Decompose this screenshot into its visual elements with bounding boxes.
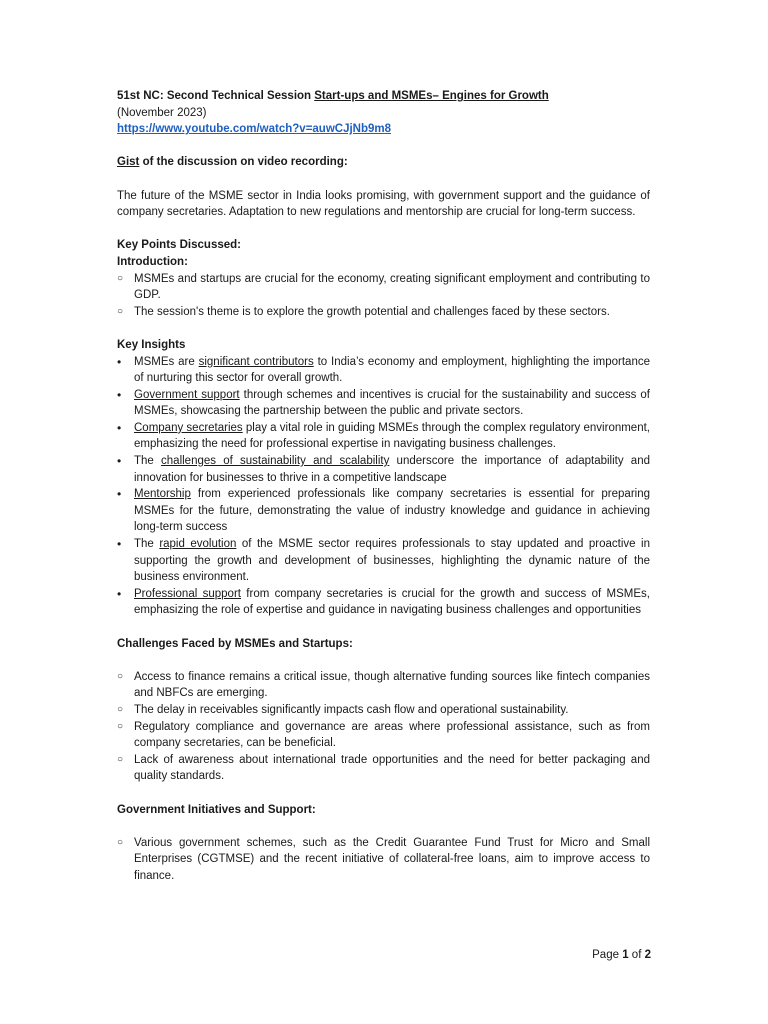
- list-item: ○ MSMEs and startups are crucial for the economy, creating significant employment and contributing to GDP.: [117, 272, 650, 302]
- document-page: [117, 88, 650, 885]
- title-underlined: Start-ups and MSMEs– Engines for Growth: [314, 90, 549, 102]
- gist-rest: of the discussion on video recording:: [139, 156, 348, 169]
- challenges-list: [117, 669, 650, 785]
- session-title: [117, 88, 650, 105]
- circle-bullet-icon: ○: [117, 753, 124, 765]
- title-prefix: 51st NC: Second Technical Session: [117, 90, 315, 102]
- list-item: • Professional support from company secretaries is crucial for the growth and success of MSMEs, emphasizing the role of expertise and guidance in navigating business challenges and opportunities: [117, 586, 650, 617]
- list-item: ○ Regulatory compliance and governance are areas where professional assistance, such as from company secretaries, can be beneficial.: [117, 720, 650, 750]
- government-list: [117, 835, 650, 885]
- list-item: ○ The delay in receivables significantly impacts cash flow and operational sustainability.: [117, 702, 650, 719]
- circle-bullet-icon: ○: [117, 703, 124, 715]
- bullet-icon: •: [117, 387, 122, 402]
- introduction-list: [117, 271, 650, 321]
- gist-paragraph: The future of the MSME sector in India looks promising, with government support and the guidance of company secretaries. Adaptation to new regulations and mentorship are crucial for long-term success.: [117, 189, 650, 219]
- bullet-icon: •: [117, 487, 122, 502]
- circle-bullet-icon: ○: [117, 836, 124, 848]
- gist-word: Gist: [117, 156, 140, 169]
- bullet-icon: •: [117, 586, 122, 601]
- government-heading: Government Initiatives and Support:: [117, 803, 316, 816]
- circle-bullet-icon: ○: [117, 720, 124, 732]
- bullet-icon: •: [117, 454, 122, 469]
- bullet-icon: •: [117, 537, 122, 552]
- bullet-icon: •: [117, 354, 122, 369]
- list-item: • Mentorship from experienced professionals like company secretaries is essential for preparing MSMEs for the future, demonstrating the value of industry knowledge and guidance in achieving long-term success: [117, 487, 650, 534]
- list-item: ○ The session's theme is to explore the growth potential and challenges faced by these sectors.: [117, 304, 650, 321]
- list-item: • Company secretaries play a vital role in guiding MSMEs through the complex regulatory environment, emphasizing the need for professional expertise in navigating business challenges.: [117, 420, 650, 451]
- list-item: • The rapid evolution of the MSME sector requires professionals to stay updated and proactive in supporting the growth and development of businesses, highlighting the dynamic nature of the business environment.: [117, 537, 650, 584]
- bullet-icon: •: [117, 420, 122, 435]
- list-item: • The challenges of sustainability and scalability underscore the importance of adaptability and innovation for businesses to thrive in a competitive landscape: [117, 454, 650, 484]
- session-date: (November 2023): [117, 106, 207, 119]
- introduction-heading: Introduction:: [117, 255, 188, 268]
- circle-bullet-icon: ○: [117, 272, 124, 284]
- key-insights-heading: Key Insights: [117, 338, 186, 351]
- circle-bullet-icon: ○: [117, 670, 124, 682]
- insights-list: [117, 354, 650, 620]
- list-item: ○ Various government schemes, such as the Credit Guarantee Fund Trust for Micro and Small Enterprises (CGTMSE) and the recent initiative of collateral-free loans, aim to improve access to finance.: [117, 836, 650, 882]
- video-link[interactable]: https://www.youtube.com/watch?v=auwCJjNb9m8: [117, 123, 392, 136]
- challenges-heading: Challenges Faced by MSMEs and Startups:: [117, 637, 353, 650]
- list-item: ○ Access to finance remains a critical issue, though alternative funding sources like fintech companies and NBFCs are emerging.: [117, 670, 650, 700]
- key-points-heading: Key Points Discussed:: [117, 239, 241, 252]
- list-item: • Government support through schemes and incentives is crucial for the sustainability and success of MSMEs, showcasing the partnership between the public and private sectors.: [117, 387, 650, 418]
- list-item: • MSMEs are significant contributors to India’s economy and employment, highlighting the importance of nurturing this sector for overall growth.: [117, 354, 650, 385]
- list-item: ○ Lack of awareness about international trade opportunities and the need for better packaging and quality standards.: [117, 753, 650, 783]
- page-number: Page 1 of 2: [592, 949, 651, 961]
- gist-heading: [117, 154, 650, 171]
- circle-bullet-icon: ○: [117, 305, 124, 317]
